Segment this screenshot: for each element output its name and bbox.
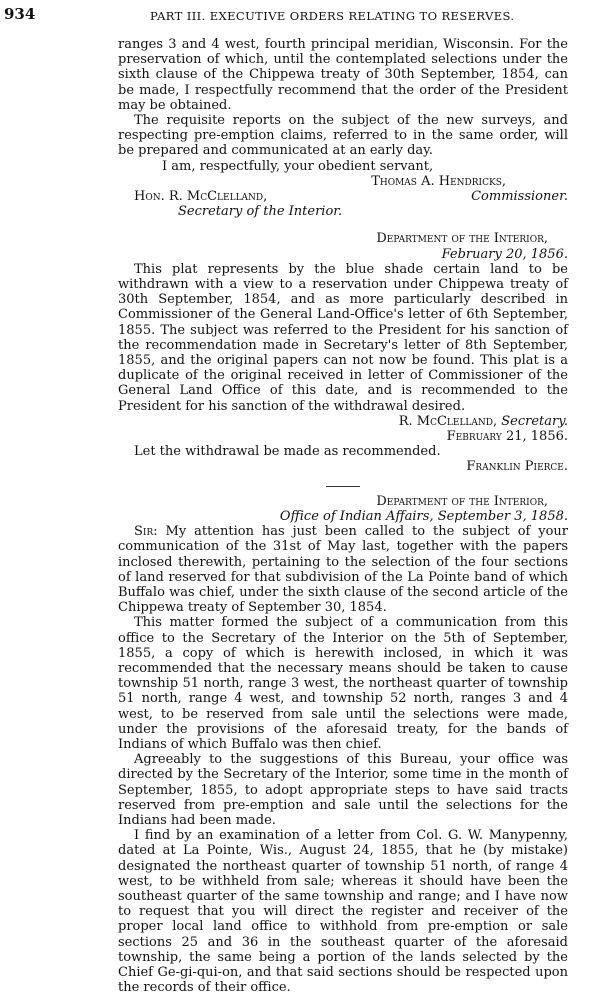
letter3-paragraph-3: Agreeably to the suggestions of this Bureau, your office was directed by the Secretary of the Interior, some time in the month of September, 1855, to adopt appropriate steps to have said tracts reserved from pre-emption and sale until the selections for the Indians had been made. [118, 752, 568, 828]
letter1-paragraph-2: The requisite reports on the subject of the new surveys, and respecting pre-emption claims, referred to in the same order, will be prepared and communicated at an early day. [118, 113, 568, 159]
section-divider [326, 486, 360, 487]
letter3-paragraph-1-text: My attention has just been called to the subject of your communication of the 31st of May last, together with the papers inclosed therewith, pertaining to the selection of the four sections of land reserved for that subdivision of the La Pointe band of which Buffalo was chief, under the sixth clause of the second article of the Chippewa treaty of September 30, 1854. [118, 524, 568, 616]
letter1-addressee-title: Secretary of the Interior. [178, 204, 343, 220]
letter3-paragraph-2: This matter formed the subject of a communication from this office to the Secretary of the Interior on the 5th of September, 1855, a copy of which is herewith inclosed, in which it was recommended that the necessary means should be taken to cause township 51 north, range 3 west, the northeast quarter of township 51 north, range 4 west, and township 52 north, ranges 3 and 4 west, to be reserved from sale until the selections were made, under the provisions of the aforesaid treaty, for the bands of Indians of which Buffalo was then chief. [118, 615, 568, 752]
letter3-office-date: Office of Indian Affairs, September 3, 1858. [279, 508, 568, 524]
letter2-order-date: February 21, 1856. [446, 429, 568, 445]
letter1-signer: Thomas A. Hendricks, [371, 173, 506, 189]
letter2-signer-title: Secretary. [501, 413, 568, 429]
letter2-signer: R. McClelland, [398, 413, 498, 429]
letter1-paragraph-1: ranges 3 and 4 west, fourth principal meridian, Wisconsin. For the preservation of which, until the contemplated selections under the sixth clause of the Chippewa treaty of 30th September, 1854, can be made, I respectfully recommend that the order of the President may be obtained. [118, 37, 568, 113]
letter3-paragraph-1 [118, 524, 568, 615]
letter2-date: February 20, 1856. [441, 246, 568, 262]
letter2-signature [118, 414, 568, 429]
letter2-order-text: Let the withdrawal be made as recommended. [134, 444, 441, 460]
page-body [118, 37, 568, 995]
letter3-department: Department of the Interior, [376, 493, 548, 509]
letter1-addressee: Hon. R. McClelland, [134, 189, 268, 205]
letter1-signer-title: Commissioner. [471, 189, 568, 205]
letter1-addressee-line [118, 189, 568, 204]
running-head: PART III. EXECUTIVE ORDERS RELATING TO RESERVES. [150, 9, 515, 23]
page-header [0, 7, 600, 25]
letter2-department: Department of the Interior, [376, 231, 548, 247]
letter2-paragraph: This plat represents by the blue shade certain land to be withdrawn with a view to a reservation under Chippewa treaty of 30th September, 1854, and as more particularly described in Commissioner of the General Land-Office's letter of 6th September, 1855. The subject was referred to the President for his sanction of the recommendation made in Secretary's letter of 8th September, 1855, and the original papers can not now be found. This plat is a duplicate of the original received in letter of Commissioner of the General Land Office of this date, and is recommended to the President for his sanction of the withdrawal desired. [118, 261, 568, 414]
letter1-closing: I am, respectfully, your obedient servant, [162, 158, 434, 174]
letter3-salutation: Sir: [134, 524, 158, 540]
spacer [118, 219, 568, 231]
page-number: 934 [4, 5, 36, 23]
letter3-paragraph-4: I find by an examination of a letter from Col. G. W. Manypenny, dated at La Pointe, Wis., August 24, 1855, that he (by mistake) designated the northeast quarter of township 51 north, of range 4 west, to be withheld from sale; whereas it should have been the southeast quarter of the same township and range; and I have now to request that you will direct the register and receiver of the proper local land office to withhold from pre-emption or sale sections 25 and 36 in the southeast quarter of the aforesaid township, the same being a portion of the lands selected by the Chief Ge-gi-qui-on, and that said sections should be respected upon the records of their office. [118, 828, 568, 995]
letter2-president: Franklin Pierce. [466, 459, 568, 475]
